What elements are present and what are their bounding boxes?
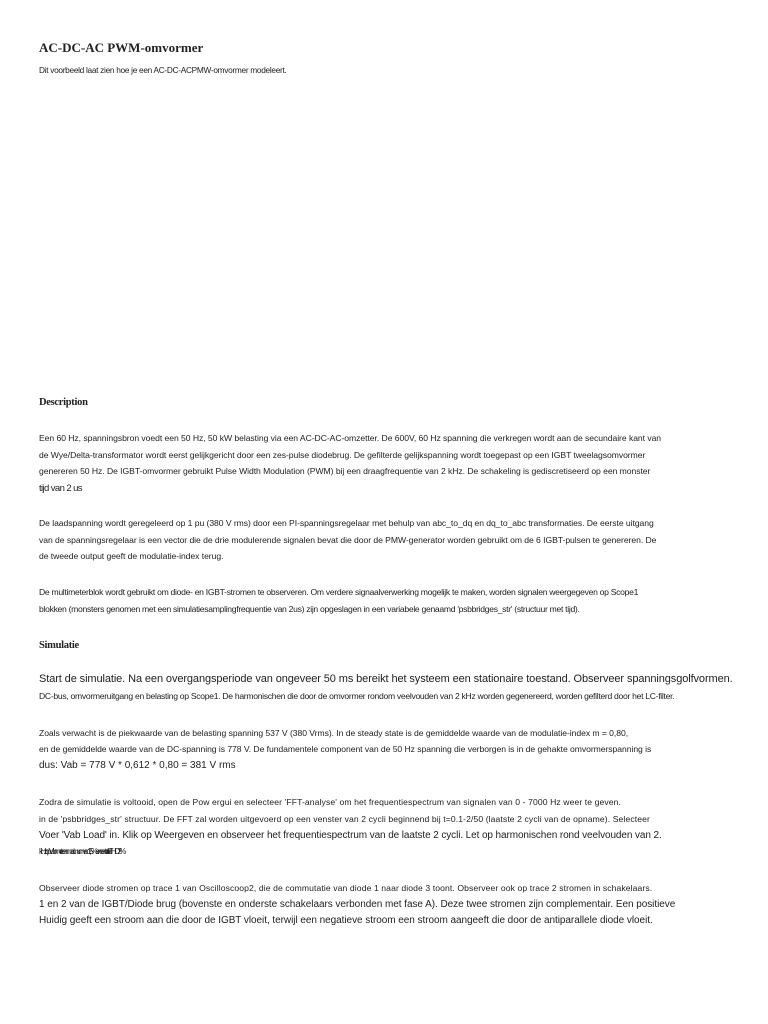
simulation-p4-line-2: 1 en 2 van de IGBT/Diode brug (bovenste en onderste schakelaars verbonden met fase A). Deze twee stromen zijn complementair. Een positieve [39,899,676,910]
simulation-p3-line-2: in de 'psbbridges_str' structuur. De FFT zal worden uitgevoerd op een venster van 2 cycli beginnend bij t=0.1-2/50 (laatste 2 cycli van de opname). Selecteer [39,814,650,824]
simulation-p1-line-1: Start de simulatie. Na een overgangsperiode van ongeveer 50 ms bereikt het systeem een stationaire toestand. Observeer spanningsgolfvormen. [39,673,733,685]
simulation-p3-line-1: Zodra de simulatie is voltooid, open de Pow ergui en selecteer 'FFT-analyse' om het frequentiespectrum van signalen van 0 - 7000 Hz weer te geven. [39,797,622,807]
description-p1-line-1: Een 60 Hz, spanningsbron voedt een 50 Hz, 50 kW belasting via een AC-DC-AC-omzetter. De 600V, 60 Hz spanning die verkregen wordt aan de secundaire kant van [39,433,662,443]
simulation-p2-line-1: Zoals verwacht is de piekwaarde van de belasting spanning 537 V (380 Vrms). In de steady state is de gemiddelde waarde van de modulatie-index m = 0,80, [39,728,629,738]
description-p3-line-1: De multimeterblok wordt gebruikt om diode- en IGBT-stromen te observeren. Om verdere signaalverwerking mogelijk te maken, worden signalen weergegeven op Scope1 [39,587,639,597]
simulation-p1-line-2: DC-bus, omvormeruitgang en belasting op Scope1. De harmonischen die door de omvormer rondom veelvouden van 2 kHz worden gegenereerd, worden gefilterd door het LC-filter. [39,691,675,701]
description-p1-line-2: de Wye/Delta-transformator wordt eerst gelijkgericht door een zes-pulse diodebrug. De gefilterde gelijkspanning wordt toegepast op een IGBT tweelagsomvormer [39,450,646,460]
simulation-heading: Simulatie [39,640,79,651]
simulation-p4-line-3: Huidig geeft een stroom aan die door de IGBT vloeit, terwijl een negatieve stroom een stroom aangeeft die door de antiparallele diode vloeit. [39,915,653,926]
intro-text: Dit voorbeeld laat zien hoe je een AC-DC-ACPMW-omvormer modeleert. [39,65,287,75]
description-p3-line-2: blokken (monsters genomen met een simulatiesamplingfrequentie van 2us) zijn opgeslagen in een variabele genaamd 'psbbridges_str' (structuur met tijd). [39,604,580,614]
simulation-p3-line-4: kHz op Vab met een maximum van 1,5% en een totale THD 2% [39,847,124,856]
description-p2-line-1: De laadspanning wordt geregeleerd op 1 pu (380 V rms) door een PI-spanningsregelaar met behulp van abc_to_dq en dq_to_abc transformaties. De eerste uitgang [39,518,654,528]
description-p2-line-3: de tweede output geeft de modulatie-index terug. [39,551,224,561]
description-p2-line-2: van de spanningsregelaar is een vector die de drie modulerende signalen bevat die door de PMW-generator worden gebruikt om de 6 IGBT-pulsen te genereren. De [39,535,657,545]
description-heading: Description [39,397,88,408]
simulation-p2-line-3: dus: Vab = 778 V * 0,612 * 0,80 = 381 V rms [39,760,236,771]
simulation-p4-line-1: Observeer diode stromen op trace 1 van Oscilloscoop2, die de commutatie van diode 1 naar diode 3 toont. Observeer ook op trace 2 stromen in schakelaars. [39,883,653,893]
simulation-p3-line-3: Voer 'Vab Load' in. Klik op Weergeven en observeer het frequentiespectrum van de laatste 2 cycli. Let op harmonischen rond veelvouden van 2. [39,830,662,841]
description-p1-line-4: tijd van 2 us [39,483,82,494]
description-p1-line-3: genereren 50 Hz. De IGBT-omvormer gebruikt Pulse Width Modulation (PWM) bij een draagfrequentie van 2 kHz. De schakeling is gediscretiseerd op een monster [39,466,651,476]
page-title: AC-DC-AC PWM-omvormer [39,40,204,55]
simulation-p2-line-2: en de gemiddelde waarde van de DC-spanning is 778 V. De fundamentele component van de 50 Hz spanning die verborgen is in de gehakte omvormerspanning is [39,744,652,754]
